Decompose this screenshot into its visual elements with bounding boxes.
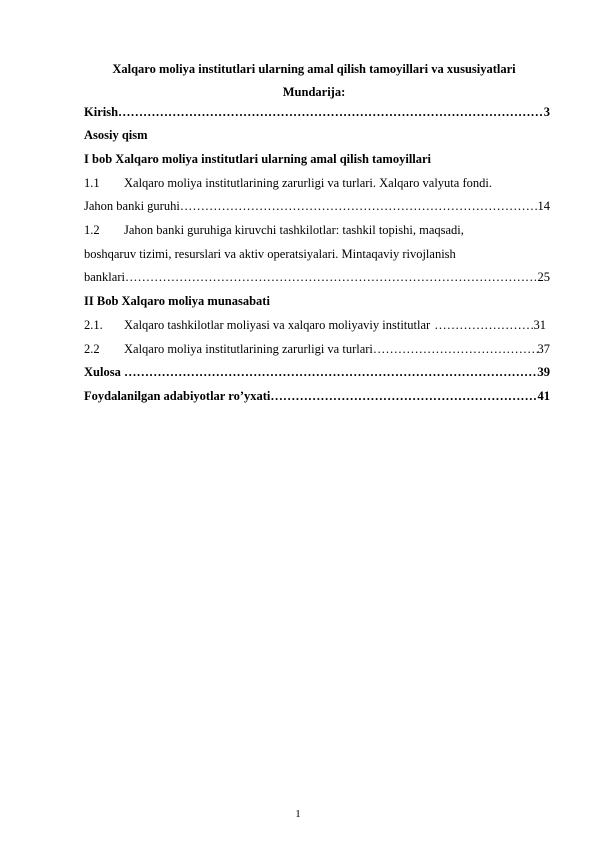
leader-dots — [118, 104, 544, 120]
section-title-cont: banklari — [84, 270, 125, 284]
toc-heading: Mundarija: — [282, 85, 346, 99]
toc-entry-xulosa — [84, 364, 550, 380]
toc-entry-label: Kirish — [84, 105, 119, 119]
section-number: 2.1. — [84, 318, 103, 332]
section-number: 1.1 — [84, 176, 100, 190]
leader-dots — [270, 388, 537, 404]
toc-page-number: 37 — [537, 342, 550, 356]
toc-entry-adabiyotlar — [84, 388, 550, 404]
toc-entry-kirish — [84, 104, 550, 120]
leader-dots — [373, 341, 538, 357]
toc-section-1-2-line2: boshqaruv tizimi, resurslari va aktiv operatsiyalari. Mintaqaviy rivojlanish — [84, 247, 456, 261]
leader-dots — [430, 317, 533, 333]
toc-chapter-2: II Bob Xalqaro moliya munasabati — [84, 294, 270, 308]
toc-page-number: 41 — [537, 389, 550, 403]
toc-page-number: 14 — [537, 199, 550, 213]
toc-section-2-1 — [84, 317, 546, 333]
toc-page-number: 31 — [533, 318, 546, 332]
toc-section-1-1-line1 — [84, 175, 550, 191]
toc-page-number: 25 — [537, 270, 550, 284]
section-number: 1.2 — [84, 223, 100, 237]
toc-chapter-1: I bob Xalqaro moliya institutlari ularning amal qilish tamoyillari — [84, 152, 432, 166]
page-number: 1 — [295, 808, 301, 820]
toc-section-1-1-line2 — [84, 198, 550, 214]
section-title-cont: Jahon banki guruhi — [84, 199, 180, 213]
toc-page-number: 3 — [543, 105, 550, 119]
section-title: Xalqaro moliya institutlarining zarurligi va turlari — [124, 342, 373, 356]
section-title: Jahon banki guruhiga kiruvchi tashkilotlar: tashkil topishi, maqsadi, — [124, 223, 464, 237]
toc-entry-label: Xulosa — [84, 365, 124, 379]
section-title: Xalqaro tashkilotlar moliyasi va xalqaro moliyaviy institutlar — [124, 318, 431, 332]
toc-part-heading: Asosiy qism — [84, 128, 148, 142]
toc-entry-label: Foydalanilgan adabiyotlar ro’yxati — [84, 389, 271, 403]
section-title: Xalqaro moliya institutlarining zarurligi va turlari. Xalqaro valyuta fondi. — [124, 176, 492, 190]
toc-page-number: 39 — [537, 365, 550, 379]
leader-dots — [180, 198, 538, 214]
leader-dots — [124, 364, 538, 380]
toc-section-1-2-line3 — [84, 269, 550, 285]
leader-dots — [125, 269, 538, 285]
section-number: 2.2 — [84, 342, 100, 356]
toc-section-2-2 — [84, 341, 550, 357]
toc-section-1-2-line1 — [84, 222, 550, 238]
document-title: Xalqaro moliya institutlari ularning amal qilish tamoyillari va xususiyatlari — [112, 62, 516, 76]
